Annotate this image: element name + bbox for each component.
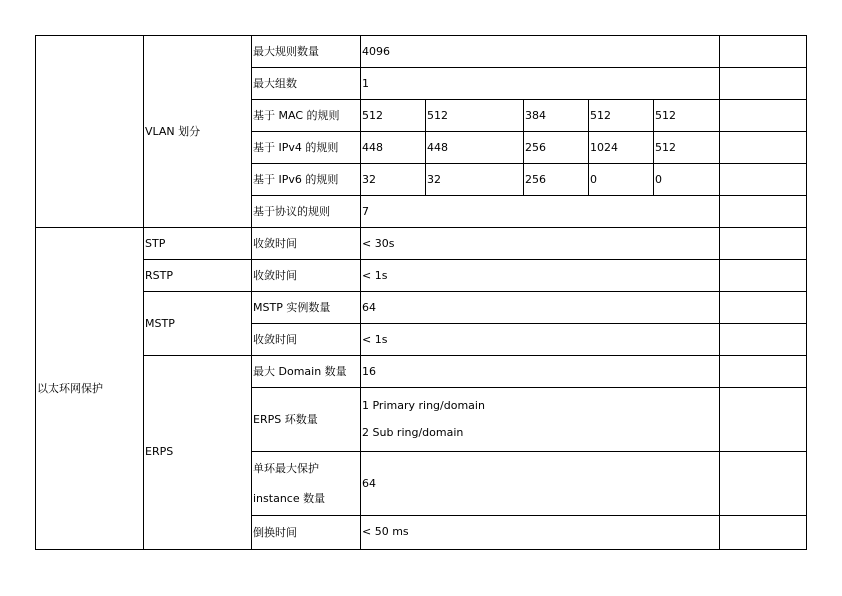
param-cell — [252, 99, 360, 131]
value-cell — [524, 99, 588, 131]
value-cell — [361, 323, 719, 355]
value-cell — [361, 259, 719, 291]
value-cell — [361, 451, 719, 515]
value-cell — [361, 163, 425, 195]
param-cell — [252, 451, 360, 515]
value-text: < 1s — [362, 268, 388, 282]
value-cell — [654, 131, 719, 163]
value-text: 7 — [362, 204, 369, 218]
param-label: 基于 IPv4 的规则 — [253, 141, 339, 154]
param-cell — [252, 515, 360, 548]
value-text: 512 — [427, 108, 448, 122]
param-label: 基于 MAC 的规则 — [253, 109, 340, 122]
table-vline — [806, 35, 807, 550]
value-text: 448 — [427, 140, 448, 154]
value-cell — [589, 131, 653, 163]
param-label: 最大规则数量 — [253, 45, 319, 58]
value-text: < 50 ms — [362, 525, 409, 538]
param-label: MSTP 实例数量 — [253, 301, 331, 314]
value-cell — [361, 515, 719, 548]
param-label: 最大组数 — [253, 77, 297, 90]
table-vline — [719, 35, 720, 550]
value-text: 512 — [362, 108, 383, 122]
param-label: 收敛时间 — [253, 269, 297, 282]
value-text: 32 — [362, 172, 376, 186]
value-text: 32 — [427, 172, 441, 186]
value-cell — [361, 387, 719, 451]
value-cell — [361, 227, 719, 259]
value-text: 16 — [362, 364, 376, 378]
value-text: 384 — [525, 108, 546, 122]
table-hline — [35, 549, 807, 550]
param-label: 单环最大保护 — [253, 462, 319, 475]
value-text: 0 — [655, 172, 662, 186]
value-cell — [524, 163, 588, 195]
value-text: 2 Sub ring/domain — [362, 426, 464, 439]
value-text: 0 — [590, 172, 597, 186]
feature-cell: VLAN 划分 — [145, 125, 201, 138]
param-cell — [252, 67, 360, 99]
value-cell — [426, 163, 523, 195]
value-cell — [361, 99, 425, 131]
value-text: 1 Primary ring/domain — [362, 399, 485, 412]
value-cell — [361, 67, 719, 99]
category-cell: 以太环网保护 — [37, 381, 103, 395]
value-text: 1024 — [590, 140, 618, 154]
param-label: 收敛时间 — [253, 237, 297, 250]
param-label: 倒换时间 — [253, 525, 297, 539]
value-text: 64 — [362, 300, 376, 314]
param-cell — [252, 323, 360, 355]
value-cell — [589, 99, 653, 131]
value-cell — [524, 131, 588, 163]
value-text: 256 — [525, 172, 546, 186]
value-text: < 30s — [362, 236, 395, 250]
value-cell — [426, 131, 523, 163]
param-cell — [252, 131, 360, 163]
value-cell — [654, 163, 719, 195]
param-cell — [252, 291, 360, 323]
value-text: 512 — [655, 140, 676, 154]
value-text: 256 — [525, 140, 546, 154]
value-cell — [361, 291, 719, 323]
feature-cell: MSTP — [145, 316, 175, 330]
value-cell — [654, 99, 719, 131]
param-cell — [252, 35, 360, 67]
value-text: 512 — [590, 108, 611, 122]
param-label: 基于协议的规则 — [253, 205, 330, 218]
value-text: < 1s — [362, 332, 388, 346]
value-text: 1 — [362, 76, 369, 90]
feature-cell: STP — [145, 236, 166, 250]
param-label: ERPS 环数量 — [253, 413, 318, 426]
value-cell — [361, 35, 719, 67]
value-cell — [361, 355, 719, 387]
param-label: 最大 Domain 数量 — [253, 365, 347, 378]
param-cell — [252, 387, 360, 451]
param-label: 基于 IPv6 的规则 — [253, 173, 339, 186]
param-label: instance 数量 — [253, 492, 326, 505]
feature-cell: ERPS — [145, 445, 174, 458]
spec-table — [35, 35, 806, 549]
param-cell — [252, 195, 360, 227]
param-cell — [252, 227, 360, 259]
param-cell — [252, 355, 360, 387]
category-cell — [36, 35, 143, 227]
value-text: 4096 — [362, 44, 390, 58]
value-text: 448 — [362, 140, 383, 154]
value-text: 512 — [655, 108, 676, 122]
value-text: 64 — [362, 476, 376, 490]
value-cell — [589, 163, 653, 195]
param-cell — [252, 163, 360, 195]
value-cell — [361, 131, 425, 163]
param-cell — [252, 259, 360, 291]
feature-cell: RSTP — [145, 268, 173, 282]
value-cell — [361, 195, 719, 227]
value-cell — [426, 99, 523, 131]
param-label: 收敛时间 — [253, 333, 297, 346]
